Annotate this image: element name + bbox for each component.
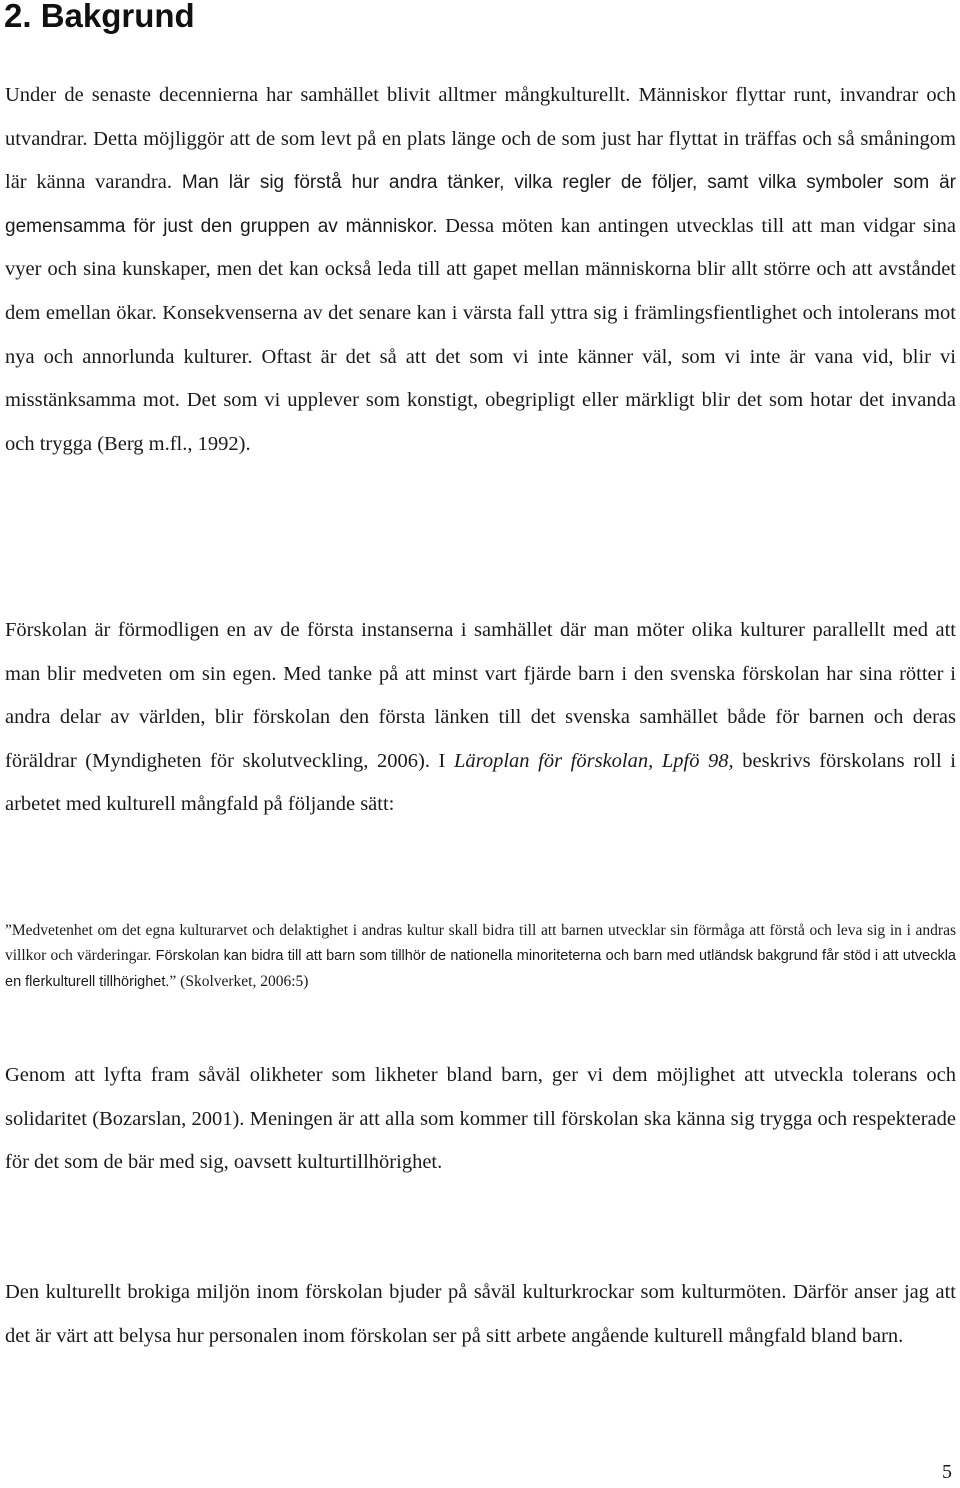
block-quote [5, 918, 956, 995]
curriculum-title: Läroplan för förskolan, Lpfö 98, [453, 749, 734, 772]
section-heading: 2. Bakgrund [4, 0, 195, 34]
paragraph-intro-text-2: Man lär sig förstå hur andra tänker, vilka regler de följer, samt vilka symboler som är gemensamma för just den gruppen av människor. [5, 172, 956, 237]
block-quote-text-1: ”Medvetenhet om det egna kulturarvet och delaktighet i andras kultur skall bidra till att barnen utvecklar sin förmåga att förstå och leva sig in i andras villkor och värderingar. [5, 922, 956, 964]
paragraph-preschool [5, 609, 956, 827]
page-number: 5 [942, 1461, 952, 1483]
block-quote-text-2: Förskolan kan bidra till att barn som tillhör de nationella minoriteterna och barn med utländsk bakgrund får stöd i att utveckla en flerkulturell tillhörighet. [5, 948, 956, 990]
paragraph-intro-text-3: Dessa möten kan antingen utvecklas till att man vidgar sina vyer och sina kunskaper, men det kan också leda till att gapet mellan människorna blir allt större och att avståndet dem emellan ökar. Konsekvenserna av det senare kan i värsta fall yttra sig i främlingsfientlighet och intolerans mot nya och annorlunda kulturer. Oftast är det så att det som vi inte känner väl, som vi inte är vana vid, blir vi misstänksamma mot. Det som vi upplever som konstigt, obegripligt eller märkligt blir det som hotar det invanda och trygga (Berg m.fl., 1992). [5, 214, 957, 455]
paragraph-tolerance: Genom att lyfta fram såväl olikheter som likheter bland barn, ger vi dem möjlighet att utveckla tolerans och solidaritet (Bozarslan, 2001). Meningen är att alla som kommer till förskolan ska känna sig trygga och respekterade för det som de bär med sig, oavsett kulturtillhörighet. [5, 1064, 956, 1174]
paragraph-conclusion: Den kulturellt brokiga miljön inom förskolan bjuder på såväl kulturkrockar som kulturmöten. Därför anser jag att det är värt att belysa hur personalen inom förskolan ser på sitt arbete angående kulturell mångfald bland barn. [5, 1281, 956, 1347]
paragraph-intro-text-1: Under de senaste decennierna har samhället blivit alltmer mångkulturellt. Människor flyttar runt, invandrar och utvandrar. Detta möjliggör att de som levt på en plats länge och de som just har flyttat in träffas och så småningom lär känna varandra. [5, 84, 956, 194]
paragraph-preschool-text-1: Förskolan är förmodligen en av de första instanserna i samhället där man möter olika kulturer parallellt med att man blir medveten om sin egen. Med tanke på att minst vart fjärde barn i den svenska förskolan har sina rötter i andra delar av världen, blir förskolan den första länken till det svenska samhället både för barnen och deras föräldrar (Myndigheten för skolutveckling, 2006). I [5, 619, 956, 772]
block-quote-citation: ” (Skolverket, 2006:5) [169, 973, 309, 990]
paragraph-intro [5, 74, 956, 466]
paragraph-preschool-text-2: beskrivs förskolans roll i arbetet med kulturell mångfald på följande sätt: [5, 749, 956, 816]
